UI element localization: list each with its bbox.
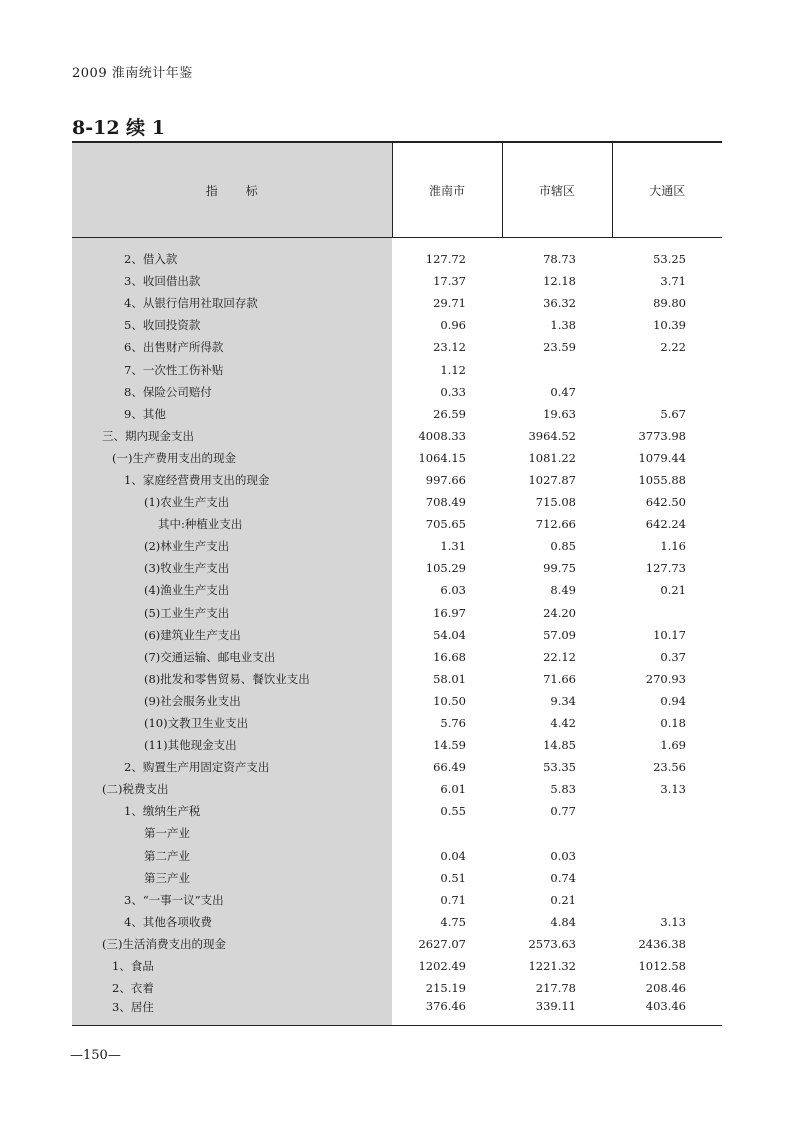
table-title: 8-12 续 1 bbox=[72, 117, 165, 139]
table-row bbox=[72, 690, 722, 712]
value-datong: 403.46 bbox=[612, 999, 722, 1026]
table-row bbox=[72, 911, 722, 933]
value-datong bbox=[612, 845, 722, 867]
table-row bbox=[72, 579, 722, 601]
column-header-indicator: 指标 bbox=[72, 142, 392, 238]
page-number: —150— bbox=[70, 1048, 121, 1063]
value-datong: 642.50 bbox=[645, 495, 686, 510]
value-urban-districts: 1.38 bbox=[550, 318, 576, 333]
row-label: (1)农业生产支出 bbox=[72, 491, 392, 513]
value-datong: 5.67 bbox=[660, 406, 686, 421]
value-urban-districts: 14.85 bbox=[543, 738, 576, 753]
value-urban-districts: 71.66 bbox=[543, 671, 576, 686]
row-label: (10)文教卫生业支出 bbox=[72, 712, 392, 734]
value-datong bbox=[612, 889, 722, 911]
value-huainan: 705.65 bbox=[425, 517, 466, 532]
value-datong: 10.39 bbox=[653, 318, 686, 333]
value-urban-districts: 36.32 bbox=[543, 296, 576, 311]
row-label: (9)社会服务业支出 bbox=[72, 690, 392, 712]
value-huainan: 0.96 bbox=[440, 318, 466, 333]
value-datong: 3.71 bbox=[660, 274, 686, 289]
value-urban-districts: 19.63 bbox=[543, 406, 576, 421]
table-row bbox=[72, 734, 722, 756]
value-huainan: 1.12 bbox=[440, 362, 466, 377]
table-row bbox=[72, 646, 722, 668]
row-label: 1、食品 bbox=[72, 955, 392, 977]
value-urban-districts: 5.83 bbox=[550, 782, 576, 797]
value-datong: 1.16 bbox=[660, 539, 686, 554]
value-datong: 642.24 bbox=[645, 517, 686, 532]
value-urban-districts: 4.84 bbox=[550, 914, 576, 929]
column-header-urban-districts: 市辖区 bbox=[502, 142, 612, 238]
value-datong: 3773.98 bbox=[638, 428, 686, 443]
value-huainan: 26.59 bbox=[433, 406, 466, 421]
value-datong bbox=[612, 822, 722, 844]
value-datong: 2436.38 bbox=[638, 936, 686, 951]
row-label: 7、一次性工伤补贴 bbox=[72, 358, 392, 380]
value-datong bbox=[612, 358, 722, 380]
value-huainan: 0.51 bbox=[440, 870, 466, 885]
row-label: (7)交通运输、邮电业支出 bbox=[72, 646, 392, 668]
table-row bbox=[72, 668, 722, 690]
table-row bbox=[72, 889, 722, 911]
value-huainan: 1064.15 bbox=[418, 450, 466, 465]
value-huainan: 0.55 bbox=[440, 804, 466, 819]
table-row bbox=[72, 270, 722, 292]
value-urban-districts: 1027.87 bbox=[528, 472, 576, 487]
value-urban-districts: 8.49 bbox=[550, 583, 576, 598]
value-datong: 0.94 bbox=[660, 693, 686, 708]
value-huainan: 16.68 bbox=[433, 649, 466, 664]
row-label: 2、购置生产用固定资产支出 bbox=[72, 756, 392, 778]
value-urban-districts: 712.66 bbox=[535, 517, 576, 532]
table-row bbox=[72, 955, 722, 977]
row-label: (2)林业生产支出 bbox=[72, 535, 392, 557]
value-urban-districts: 0.74 bbox=[550, 870, 576, 885]
row-label: (二)税费支出 bbox=[72, 778, 392, 800]
table-row bbox=[72, 756, 722, 778]
table-row bbox=[72, 933, 722, 955]
row-label: 2、借入款 bbox=[72, 248, 392, 270]
value-urban-districts: 12.18 bbox=[543, 274, 576, 289]
table-row bbox=[72, 491, 722, 513]
value-datong bbox=[612, 381, 722, 403]
value-huainan bbox=[392, 822, 502, 844]
value-urban-districts bbox=[502, 358, 612, 380]
value-huainan: 0.04 bbox=[440, 848, 466, 863]
value-huainan: 16.97 bbox=[433, 605, 466, 620]
value-huainan: 23.12 bbox=[433, 340, 466, 355]
row-label: (三)生活消费支出的现金 bbox=[72, 933, 392, 955]
value-urban-districts: 24.20 bbox=[543, 605, 576, 620]
table-row bbox=[72, 535, 722, 557]
row-label: 4、其他各项收费 bbox=[72, 911, 392, 933]
table-row bbox=[72, 712, 722, 734]
value-huainan: 0.33 bbox=[440, 384, 466, 399]
value-huainan: 1202.49 bbox=[418, 959, 466, 974]
table-row bbox=[72, 292, 722, 314]
table-row bbox=[72, 513, 722, 535]
value-urban-districts: 339.11 bbox=[502, 999, 612, 1026]
value-urban-districts: 78.73 bbox=[543, 252, 576, 267]
row-label: (4)渔业生产支出 bbox=[72, 579, 392, 601]
value-huainan: 4008.33 bbox=[418, 428, 466, 443]
value-urban-districts bbox=[502, 822, 612, 844]
row-label: 3、收回借出款 bbox=[72, 270, 392, 292]
value-urban-districts: 99.75 bbox=[543, 561, 576, 576]
value-datong bbox=[612, 867, 722, 889]
value-urban-districts: 3964.52 bbox=[528, 428, 576, 443]
table-row bbox=[72, 624, 722, 646]
value-huainan: 10.50 bbox=[433, 693, 466, 708]
row-label: 1、家庭经营费用支出的现金 bbox=[72, 469, 392, 491]
value-urban-districts: 2573.63 bbox=[528, 936, 576, 951]
value-huainan: 127.72 bbox=[425, 252, 466, 267]
row-label: (8)批发和零售贸易、餐饮业支出 bbox=[72, 668, 392, 690]
value-datong: 89.80 bbox=[653, 296, 686, 311]
value-huainan: 6.03 bbox=[440, 583, 466, 598]
value-datong: 1012.58 bbox=[638, 959, 686, 974]
value-datong bbox=[612, 602, 722, 624]
value-urban-districts: 4.42 bbox=[550, 716, 576, 731]
value-huainan: 5.76 bbox=[440, 716, 466, 731]
row-label: 4、从银行信用社取回存款 bbox=[72, 292, 392, 314]
value-datong: 10.17 bbox=[653, 627, 686, 642]
value-datong bbox=[612, 800, 722, 822]
value-datong: 3.13 bbox=[660, 782, 686, 797]
value-huainan: 17.37 bbox=[433, 274, 466, 289]
value-datong: 23.56 bbox=[653, 760, 686, 775]
statistics-table bbox=[72, 141, 722, 1026]
table-row bbox=[72, 336, 722, 358]
value-huainan: 66.49 bbox=[433, 760, 466, 775]
row-label: 5、收回投资款 bbox=[72, 314, 392, 336]
value-huainan: 1.31 bbox=[440, 539, 466, 554]
value-urban-districts: 0.47 bbox=[550, 384, 576, 399]
column-header-datong: 大通区 bbox=[612, 142, 722, 238]
row-label: 2、衣着 bbox=[72, 977, 392, 999]
value-urban-districts: 0.85 bbox=[550, 539, 576, 554]
table-row bbox=[72, 314, 722, 336]
value-urban-districts: 53.35 bbox=[543, 760, 576, 775]
value-huainan: 376.46 bbox=[392, 999, 502, 1026]
value-urban-districts: 715.08 bbox=[535, 495, 576, 510]
value-urban-districts: 0.03 bbox=[550, 848, 576, 863]
table-row bbox=[72, 447, 722, 469]
table-row bbox=[72, 602, 722, 624]
row-label: 3、“一事一议”支出 bbox=[72, 889, 392, 911]
value-huainan: 105.29 bbox=[425, 561, 466, 576]
value-urban-districts: 0.77 bbox=[550, 804, 576, 819]
value-datong: 2.22 bbox=[660, 340, 686, 355]
table-row bbox=[72, 403, 722, 425]
value-datong: 208.46 bbox=[645, 981, 686, 996]
table-row bbox=[72, 469, 722, 491]
value-huainan: 997.66 bbox=[425, 472, 466, 487]
table-spacer-row bbox=[72, 238, 722, 249]
value-datong: 0.18 bbox=[660, 716, 686, 731]
value-urban-districts: 57.09 bbox=[543, 627, 576, 642]
value-huainan: 708.49 bbox=[425, 495, 466, 510]
row-label: (3)牧业生产支出 bbox=[72, 557, 392, 579]
table-row bbox=[72, 425, 722, 447]
row-label: (6)建筑业生产支出 bbox=[72, 624, 392, 646]
row-label: 6、出售财产所得款 bbox=[72, 336, 392, 358]
value-huainan: 0.71 bbox=[440, 892, 466, 907]
value-urban-districts: 23.59 bbox=[543, 340, 576, 355]
table-row bbox=[72, 778, 722, 800]
table-row bbox=[72, 822, 722, 844]
value-datong: 127.73 bbox=[645, 561, 686, 576]
value-datong: 0.21 bbox=[660, 583, 686, 598]
table-row bbox=[72, 557, 722, 579]
value-huainan: 54.04 bbox=[433, 627, 466, 642]
row-label: 1、缴纳生产税 bbox=[72, 800, 392, 822]
value-datong: 53.25 bbox=[653, 252, 686, 267]
column-header-huainan: 淮南市 bbox=[392, 142, 502, 238]
value-urban-districts: 1081.22 bbox=[528, 450, 576, 465]
value-datong: 270.93 bbox=[645, 671, 686, 686]
value-datong: 1079.44 bbox=[638, 450, 686, 465]
row-label: 9、其他 bbox=[72, 403, 392, 425]
table-row bbox=[72, 999, 722, 1026]
row-label: 8、保险公司赔付 bbox=[72, 381, 392, 403]
row-label: 其中:种植业支出 bbox=[72, 513, 392, 535]
table-body bbox=[72, 238, 722, 1026]
value-huainan: 6.01 bbox=[440, 782, 466, 797]
row-label: (一)生产费用支出的现金 bbox=[72, 447, 392, 469]
value-datong: 1055.88 bbox=[638, 472, 686, 487]
table-row bbox=[72, 867, 722, 889]
value-datong: 1.69 bbox=[660, 738, 686, 753]
table-header-row bbox=[72, 142, 722, 238]
value-huainan: 29.71 bbox=[433, 296, 466, 311]
table-row bbox=[72, 800, 722, 822]
value-urban-districts: 9.34 bbox=[550, 693, 576, 708]
table-row bbox=[72, 381, 722, 403]
value-huainan: 58.01 bbox=[433, 671, 466, 686]
table-row bbox=[72, 977, 722, 999]
value-datong: 0.37 bbox=[660, 649, 686, 664]
value-urban-districts: 22.12 bbox=[543, 649, 576, 664]
value-huainan: 2627.07 bbox=[418, 936, 466, 951]
row-label: (5)工业生产支出 bbox=[72, 602, 392, 624]
spacer-cell bbox=[72, 238, 392, 249]
row-label: 第一产业 bbox=[72, 822, 392, 844]
table-row bbox=[72, 358, 722, 380]
value-huainan: 215.19 bbox=[425, 981, 466, 996]
row-label: 3、居住 bbox=[72, 999, 392, 1026]
table-row bbox=[72, 248, 722, 270]
value-urban-districts: 217.78 bbox=[535, 981, 576, 996]
value-urban-districts: 1221.32 bbox=[528, 959, 576, 974]
row-label: 三、期内现金支出 bbox=[72, 425, 392, 447]
value-datong: 3.13 bbox=[660, 914, 686, 929]
table-row bbox=[72, 845, 722, 867]
value-urban-districts: 0.21 bbox=[550, 892, 576, 907]
row-label: 第二产业 bbox=[72, 845, 392, 867]
running-head: 2009 淮南统计年鉴 bbox=[72, 66, 193, 81]
value-huainan: 4.75 bbox=[440, 914, 466, 929]
row-label: 第三产业 bbox=[72, 867, 392, 889]
value-huainan: 14.59 bbox=[433, 738, 466, 753]
row-label: (11)其他现金支出 bbox=[72, 734, 392, 756]
